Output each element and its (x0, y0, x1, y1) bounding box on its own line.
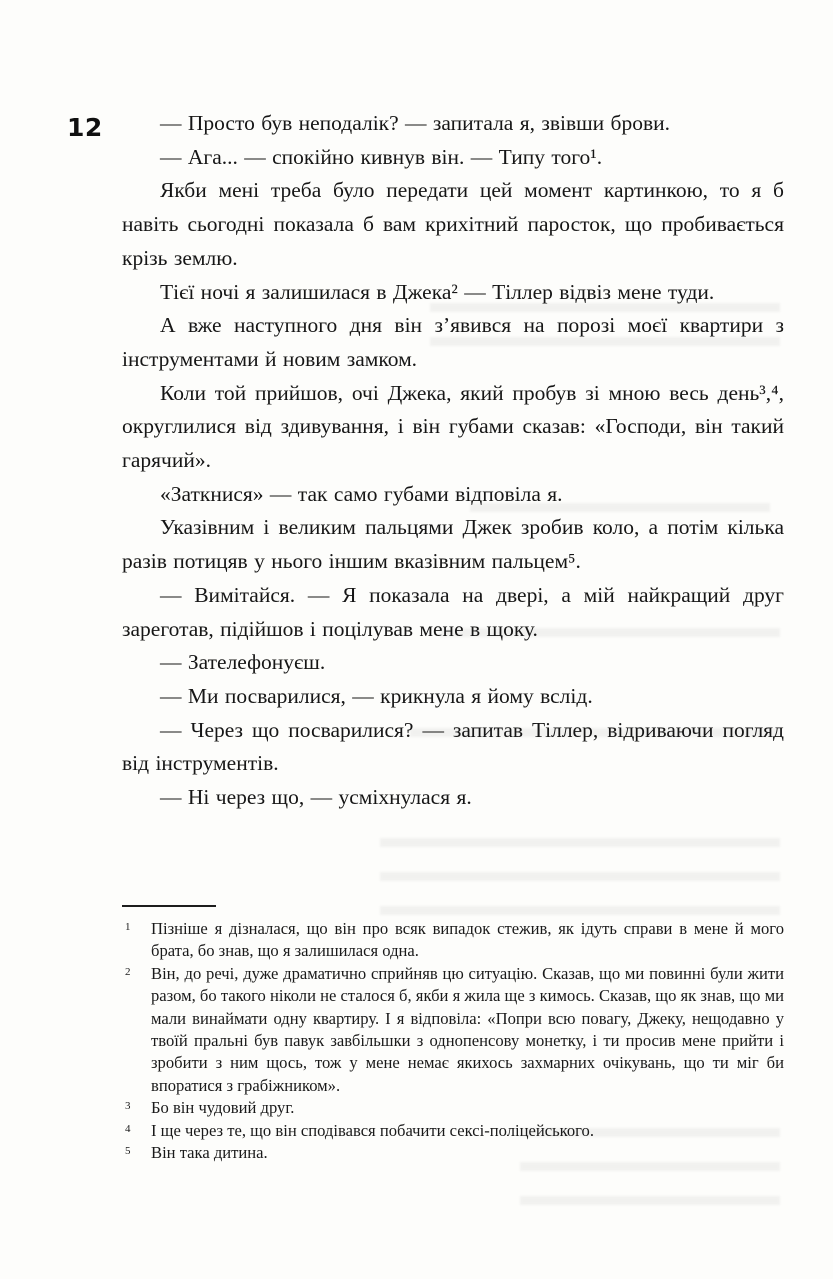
footnote (122, 1120, 784, 1142)
paragraph: — Ми посварилися, — крикнула я йому вслід. (160, 683, 593, 708)
footnote-number: 4 (125, 1122, 131, 1135)
paragraph: — Ні через що, — усміхнулася я. (160, 785, 472, 810)
footnote (122, 1142, 784, 1164)
paragraph: — Через що посварилися? — запитав Тіллер, відриваючи погляд від інструментів. (122, 717, 784, 776)
footnote (122, 1097, 784, 1119)
paragraph: — Просто був неподалік? — запитала я, звівши брови. (160, 111, 671, 135)
footnote-text: Пізніше я дізналася, що він про всяк випадок стежив, як ідуть справи в мене й мого брата, бо знав, що я залишилася одна. (151, 919, 784, 961)
paragraph: «Заткнися» — так само губами відповіла я. (160, 481, 563, 506)
paragraph: А вже наступного дня він з’явився на порозі моєї квартири з інструментами й новим замком. (122, 313, 784, 371)
paragraph: Коли той прийшов, очі Джека, який пробув зі мною весь день³,⁴, округлилися від здивування, і він губами сказав: «Господи, він такий гарячий». (122, 380, 784, 473)
footnote-section (122, 905, 784, 1164)
paragraph: — Вимітайся. — Я показала на двері, а мій найкращий друг зареготав, підійшов і поцілував мене в щоку. (122, 582, 784, 641)
paragraph: — Ага... — спокійно кивнув він. — Типу того¹. (160, 144, 603, 169)
footnote (122, 918, 784, 963)
paragraph: — Зателефонуєш. (160, 650, 326, 675)
footnote-number: 5 (125, 1145, 131, 1158)
footnote (122, 963, 784, 1097)
footnote-number: 3 (125, 1100, 131, 1113)
footnote-text: Він, до речі, дуже драматично сприйняв цю ситуацію. Сказав, що ми повинні були жити разом, бо такого ніколи не сталося б, якби я жила ще з кимось. Сказав, що як знав, що ми мали винаймати одну квартиру. І я відповіла: «Попри всю повагу, Джеку, нещодавно у твоїй пральні був павук завбільшки з однопенсову монетку, і ти просив мене прийти і зробити з ним щось, тож у мене немає якихось захмарних очікувань, що ти міг би впоратися з грабіжником». (151, 963, 784, 1095)
paragraph: Указівним і великим пальцями Джек зробив коло, а потім кілька разів потицяв у нього іншим вказівним пальцем⁵. (122, 515, 784, 574)
footnote-number: 2 (125, 965, 131, 978)
footnote-number: 1 (125, 921, 131, 933)
footnote-text: І ще через те, що він сподівався побачити сексі-поліцейського. (151, 1120, 595, 1140)
page-number: 12 (67, 113, 103, 142)
paragraph: Тієї ночі я залишилася в Джека² — Тіллер відвіз мене туди. (160, 279, 715, 304)
body-text (122, 107, 784, 815)
footnote-text: Бо він чудовий друг. (151, 1098, 295, 1118)
paragraph: Якби мені треба було передати цей момент картинкою, то я б навіть сьогодні показала б вам крихітний паросток, що пробивається крізь землю. (122, 178, 784, 270)
footnote-divider (122, 905, 216, 907)
footnote-text: Він така дитина. (151, 1143, 268, 1163)
